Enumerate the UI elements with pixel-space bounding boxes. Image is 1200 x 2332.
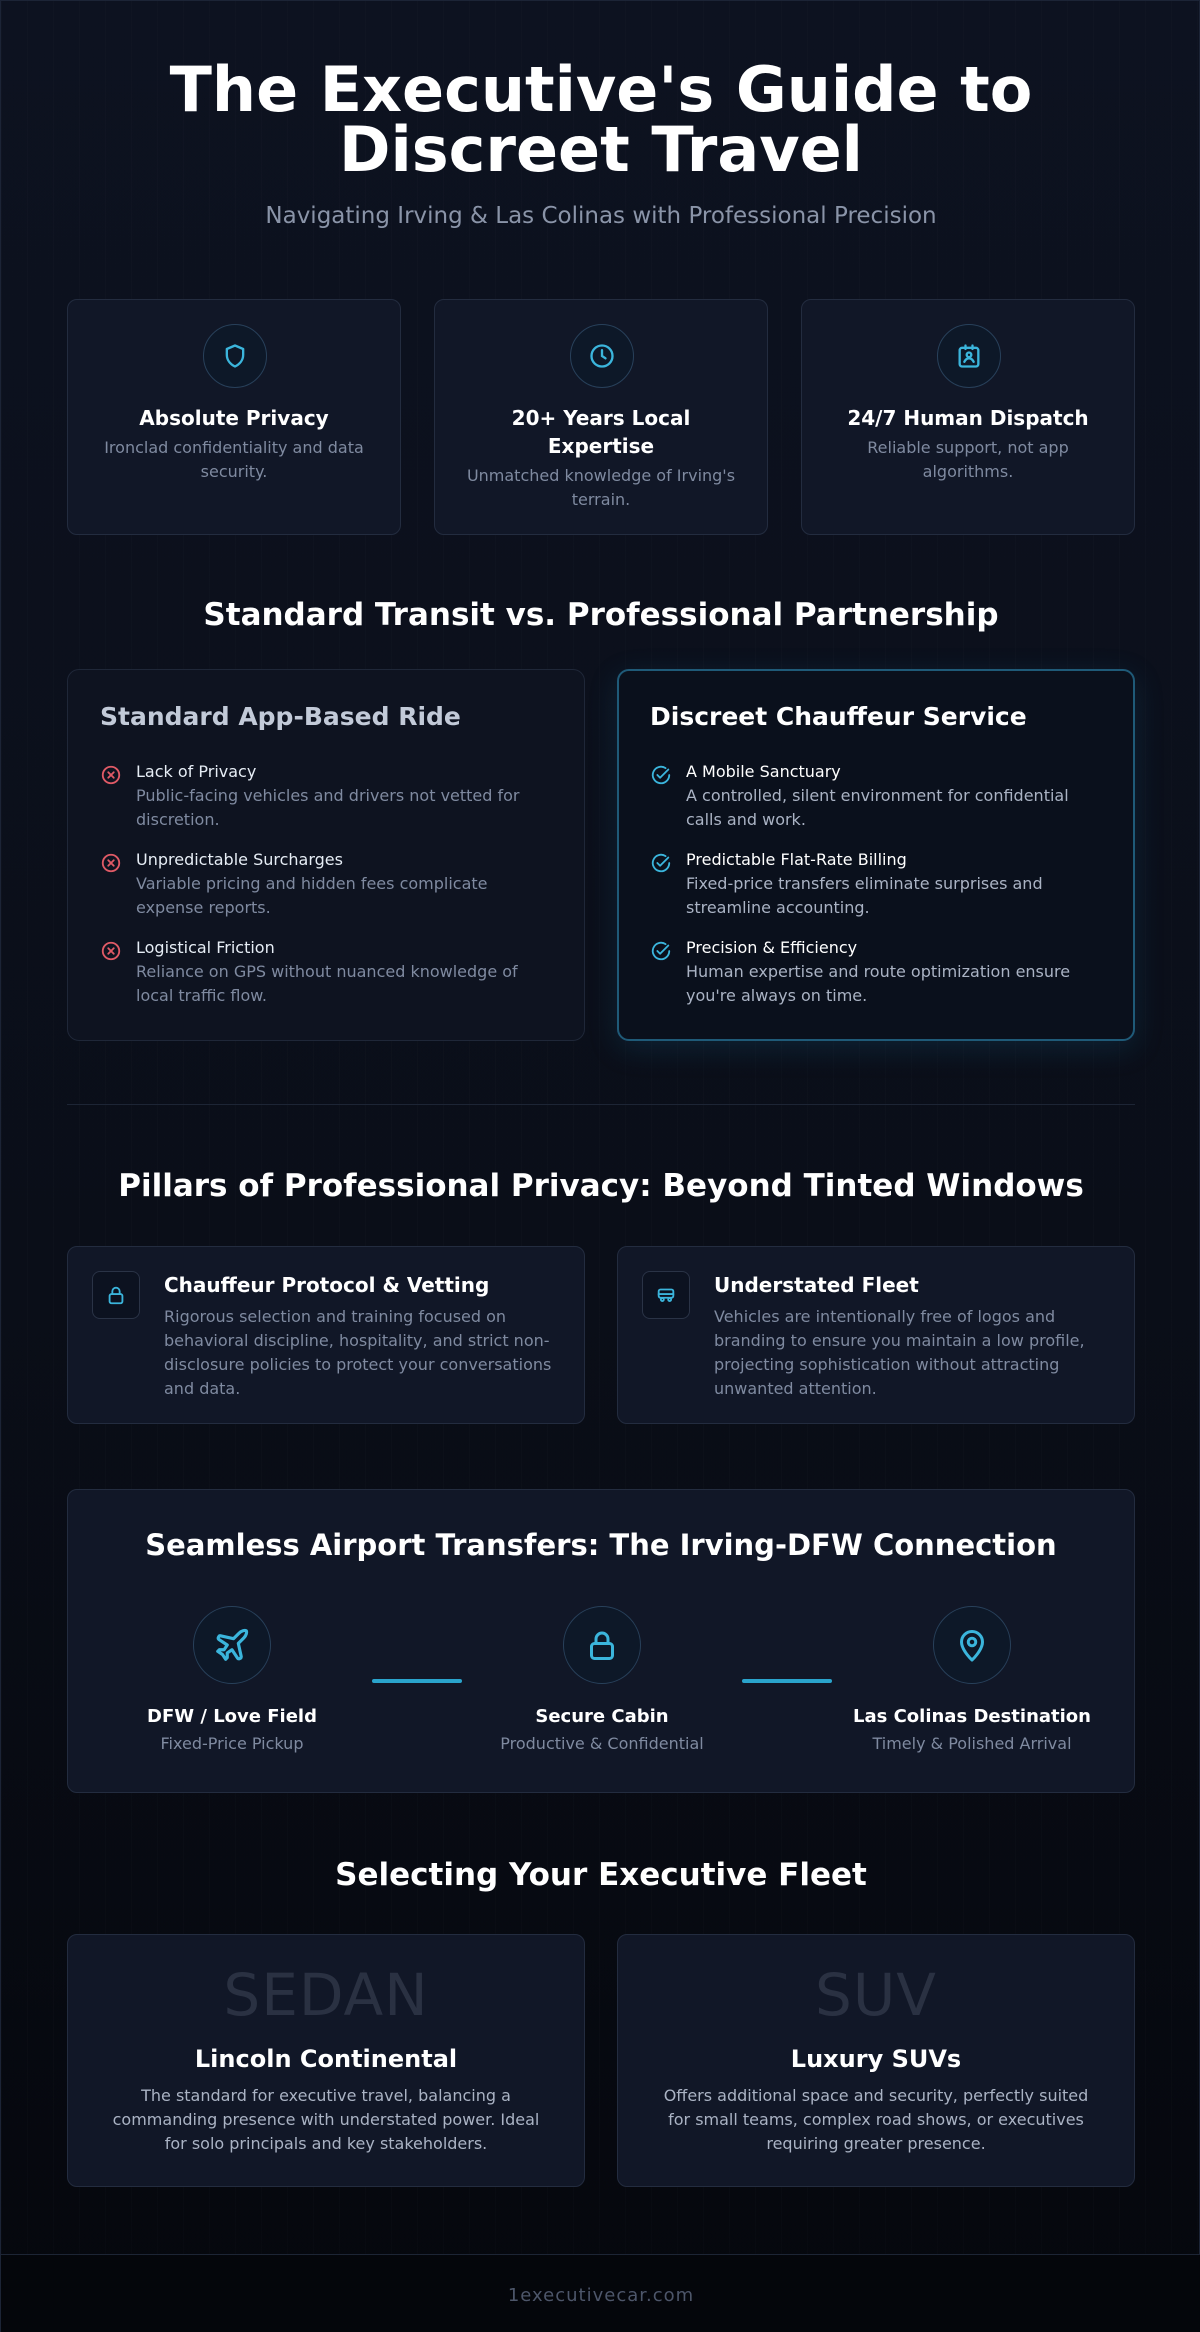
fleet-card-suv bbox=[617, 1934, 1135, 2187]
airport-transfer-card bbox=[67, 1489, 1135, 1793]
chauffeur-service-heading: Discreet Chauffeur Service bbox=[650, 702, 1027, 731]
pillar-desc: Rigorous selection and training focused on behavioral discipline, hospitality, and strict non-disclosure policies to protect your conversations and data. bbox=[164, 1307, 552, 1398]
list-item: Logistical Friction Reliance on GPS without nuanced knowledge of local traffic flow. bbox=[100, 936, 554, 1008]
comparison-title: Standard Transit vs. Professional Partnership bbox=[203, 597, 999, 633]
standard-ride-card bbox=[67, 669, 585, 1041]
fleet-card-sedan bbox=[67, 1934, 585, 2187]
pillar-title: Understated Fleet bbox=[714, 1273, 919, 1297]
airport-step: DFW / Love Field Fixed-Price Pickup bbox=[82, 1606, 382, 1766]
fleet-title: Selecting Your Executive Fleet bbox=[335, 1857, 867, 1893]
list-item: Lack of Privacy Public-facing vehicles and drivers not vetted for discretion. bbox=[100, 760, 554, 832]
pillar-card-protocol bbox=[67, 1246, 585, 1424]
pillar-card-fleet bbox=[617, 1246, 1135, 1424]
list-item: Predictable Flat-Rate Billing Fixed-price transfers eliminate surprises and streamline accounting. bbox=[650, 848, 1103, 920]
page-subtitle: Navigating Irving & Las Colinas with Professional Precision bbox=[265, 203, 937, 229]
fleet-category-label: SUV bbox=[815, 1961, 937, 2029]
airport-title: Seamless Airport Transfers: The Irving-DFW Connection bbox=[145, 1528, 1057, 1562]
dispatch-badge-icon bbox=[937, 324, 1001, 388]
fleet-category-label: SEDAN bbox=[223, 1961, 429, 2029]
fleet-name: Luxury SUVs bbox=[790, 2045, 962, 2073]
fleet-name: Lincoln Continental bbox=[194, 2045, 458, 2073]
airport-step: Secure Cabin Productive & Confidential bbox=[452, 1606, 752, 1766]
feature-desc: Reliable support, not app algorithms. bbox=[867, 438, 1069, 481]
lock-icon bbox=[92, 1271, 140, 1319]
plane-icon bbox=[193, 1606, 271, 1684]
list-item: A Mobile Sanctuary A controlled, silent environment for confidential calls and work. bbox=[650, 760, 1103, 832]
feature-title: 24/7 Human Dispatch bbox=[847, 406, 1089, 430]
page-title: The Executive's Guide to Discreet Travel bbox=[169, 53, 1033, 186]
pillars-title: Pillars of Professional Privacy: Beyond Tinted Windows bbox=[118, 1168, 1084, 1204]
feature-card-privacy bbox=[67, 299, 401, 535]
footer-website-link[interactable]: 1executivecar.com bbox=[507, 2285, 695, 2306]
feature-desc: Ironclad confidentiality and data security. bbox=[104, 438, 364, 481]
car-icon bbox=[642, 1271, 690, 1319]
list-item: Unpredictable Surcharges Variable pricing and hidden fees complicate expense reports. bbox=[100, 848, 554, 920]
check-circle-icon bbox=[650, 940, 672, 962]
shield-icon bbox=[203, 324, 267, 388]
fleet-desc: The standard for executive travel, balancing a commanding presence with understated power. Ideal for solo principals and key stakeholders. bbox=[112, 2086, 540, 2153]
check-circle-icon bbox=[650, 852, 672, 874]
section-divider bbox=[67, 1104, 1135, 1105]
feature-title: 20+ Years Local Expertise bbox=[511, 406, 691, 458]
map-pin-icon bbox=[933, 1606, 1011, 1684]
chauffeur-service-card bbox=[617, 669, 1135, 1041]
step-connector bbox=[372, 1679, 462, 1683]
feature-card-dispatch bbox=[801, 299, 1135, 535]
x-circle-icon bbox=[100, 852, 122, 874]
x-circle-icon bbox=[100, 940, 122, 962]
pillar-desc: Vehicles are intentionally free of logos and branding to ensure you maintain a low profile, projecting sophistication without attracting unwanted attention. bbox=[714, 1307, 1085, 1398]
clock-icon bbox=[570, 324, 634, 388]
pillar-title: Chauffeur Protocol & Vetting bbox=[164, 1273, 490, 1297]
feature-title: Absolute Privacy bbox=[139, 406, 329, 430]
step-connector bbox=[742, 1679, 832, 1683]
standard-ride-heading: Standard App-Based Ride bbox=[100, 702, 461, 731]
list-item: Precision & Efficiency Human expertise and route optimization ensure you're always on time. bbox=[650, 936, 1103, 1008]
feature-desc: Unmatched knowledge of Irving's terrain. bbox=[466, 466, 736, 509]
x-circle-icon bbox=[100, 764, 122, 786]
airport-step: Las Colinas Destination Timely & Polished Arrival bbox=[822, 1606, 1122, 1766]
footer bbox=[1, 2254, 1200, 2332]
lock-icon bbox=[563, 1606, 641, 1684]
check-circle-icon bbox=[650, 764, 672, 786]
fleet-desc: Offers additional space and security, perfectly suited for small teams, complex road shows, or executives requiring greater presence. bbox=[663, 2086, 1089, 2153]
feature-card-expertise bbox=[434, 299, 768, 535]
